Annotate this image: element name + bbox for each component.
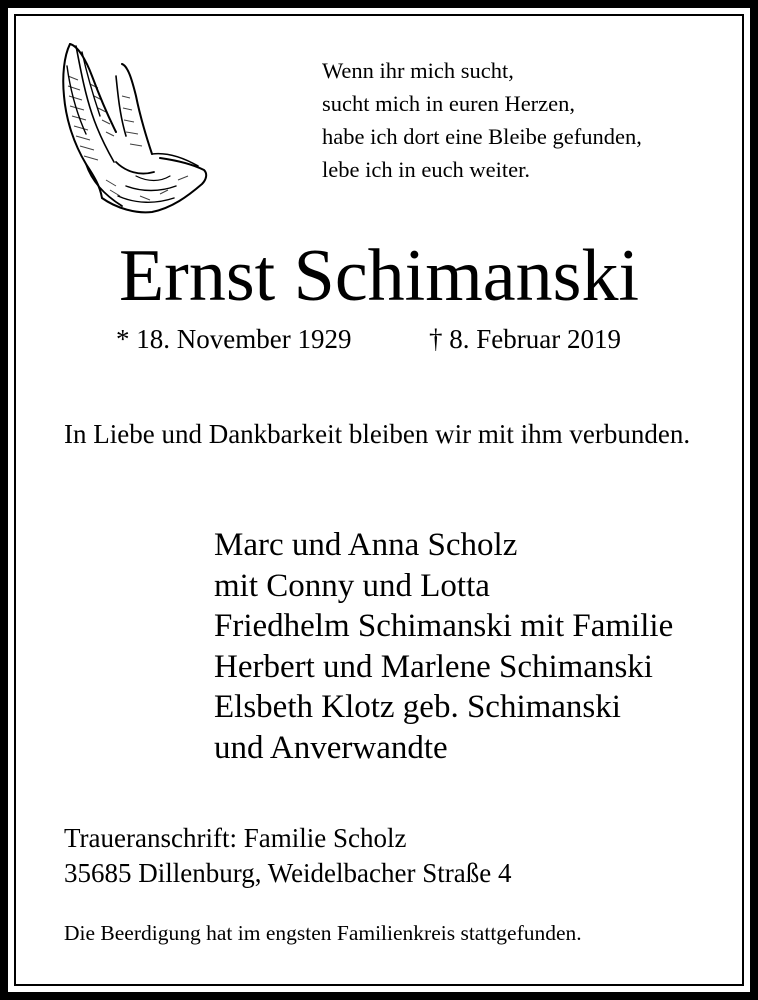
address-line: Traueranschrift: Familie Scholz [64, 823, 407, 853]
address-line: 35685 Dillenburg, Weidelbacher Straße 4 [64, 858, 512, 888]
poem-line: lebe ich in euch weiter. [322, 157, 531, 182]
family-line: mit Conny und Lotta [214, 567, 490, 604]
family-line: Elsbeth Klotz geb. Schimanski [214, 689, 621, 725]
poem-line: Wenn ihr mich sucht, [322, 58, 514, 83]
poem [322, 54, 642, 186]
poem-line: sucht mich in euren Herzen, [322, 91, 576, 116]
deceased-name: Ernst Schimanski [118, 235, 640, 317]
family-line: Marc und Anna Scholz [214, 527, 518, 563]
family-line: und Anverwandte [214, 729, 448, 766]
praying-hands-icon [56, 36, 212, 228]
intro-text: In Liebe und Dankbarkeit bleiben wir mit ihm verbunden. [64, 419, 691, 449]
death-date: † 8. Februar 2019 [429, 324, 621, 354]
family-line: Herbert und Marlene Schimanski [214, 648, 653, 685]
birth-date: * 18. November 1929 [116, 324, 352, 354]
family-list [214, 525, 673, 768]
mourning-address [64, 821, 511, 891]
funeral-note: Die Beerdigung hat im engsten Familienkreis stattgefunden. [64, 921, 582, 945]
poem-line: habe ich dort eine Bleibe gefunden, [322, 124, 642, 149]
family-line: Friedhelm Schimanski mit Familie [214, 608, 674, 644]
